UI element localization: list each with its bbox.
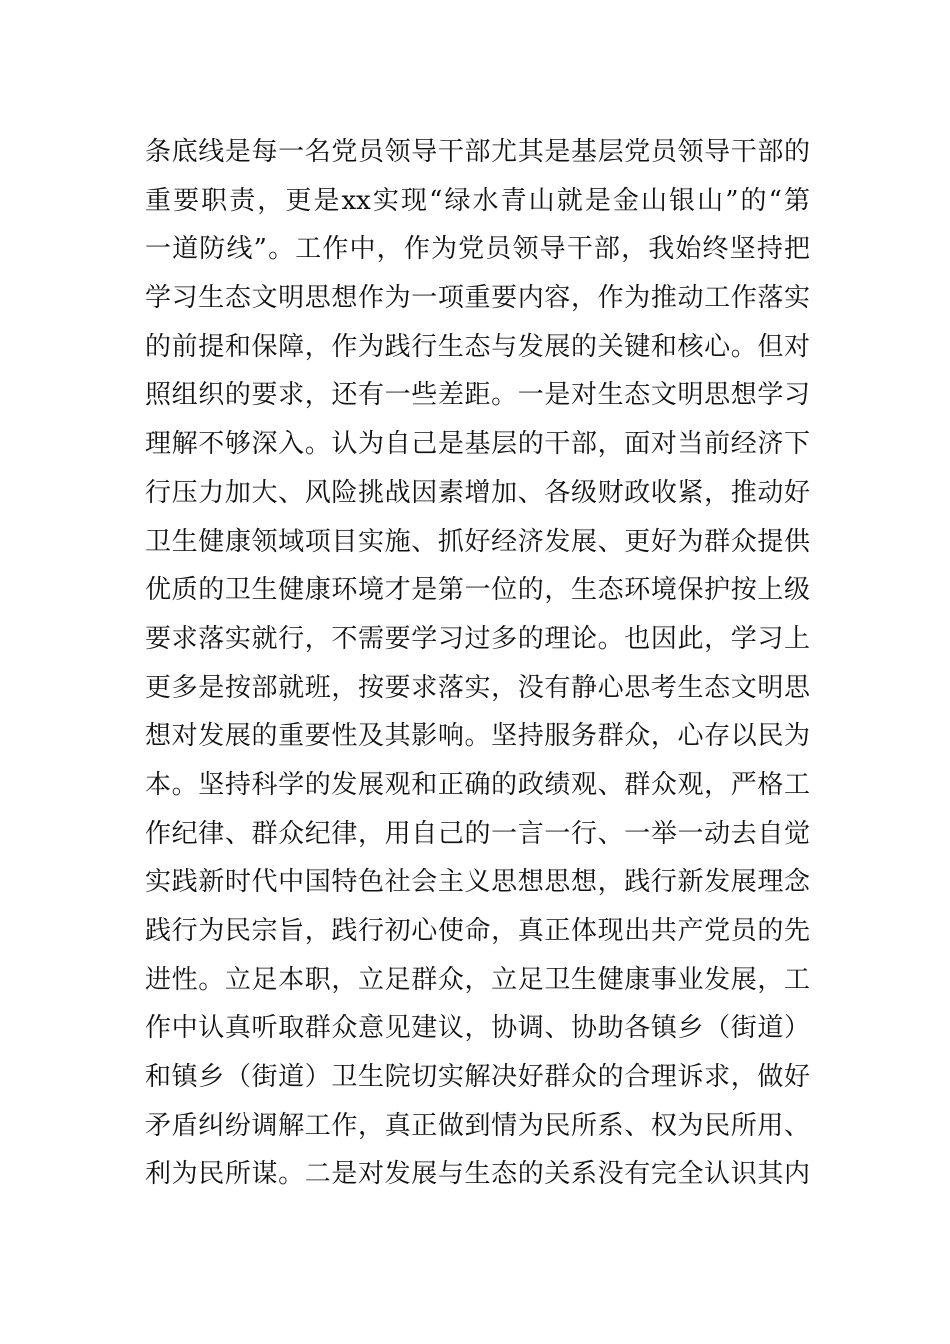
text-line: 作纪律、群众纪律，用自己的一言一行、一举一动去自觉 <box>145 818 810 849</box>
body-paragraph <box>145 132 810 1203</box>
text-line: 和镇乡（街道）卫生院切实解决好群众的合理诉求，做好 <box>145 1062 810 1093</box>
text-line: 条底线是每一名党员领导干部尤其是基层党员领导干部的 <box>145 137 810 167</box>
text-line: 践行为民宗旨，践行初心使命，真正体现出共产党员的先 <box>145 916 810 946</box>
text-line: 矛盾纠纷调解工作，真正做到情为民所系、权为民所用、 <box>145 1110 810 1141</box>
text-line: 作中认真听取群众意见建议，协调、协助各镇乡（街道） <box>145 1013 810 1044</box>
text-line: 要求落实就行，不需要学习过多的理论。也因此，学习上 <box>145 623 810 654</box>
text-line: 更多是按部就班，按要求落实，没有静心思考生态文明思 <box>145 672 810 703</box>
text-line: 本。坚持科学的发展观和正确的政绩观、群众观，严格工 <box>145 769 810 800</box>
text-line: 卫生健康领域项目实施、抓好经济发展、更好为群众提供 <box>145 526 810 557</box>
text-line: 一道防线”。工作中，作为党员领导干部，我始终坚持把 <box>145 234 810 265</box>
text-line: 进性。立足本职，立足群众，立足卫生健康事业发展，工 <box>145 964 810 995</box>
text-line: 优质的卫生健康环境才是第一位的，生态环境保护按上级 <box>145 575 810 606</box>
text-line: 实践新时代中国特色社会主义思想思想，践行新发展理念 <box>145 867 810 898</box>
text-line: 重要职责，更是xx实现“绿水青山就是金山银山”的“第 <box>145 185 810 216</box>
text-line: 的前提和保障，作为践行生态与发展的关键和核心。但对 <box>145 331 810 362</box>
text-line: 想对发展的重要性及其影响。坚持服务群众，心存以民为 <box>145 721 810 752</box>
text-line: 利为民所谋。二是对发展与生态的关系没有完全认识其内 <box>145 1159 810 1190</box>
text-line: 照组织的要求，还有一些差距。一是对生态文明思想学习 <box>145 380 810 411</box>
text-line: 理解不够深入。认为自己是基层的干部，面对当前经济下 <box>145 429 810 460</box>
text-line: 学习生态文明思想作为一项重要内容，作为推动工作落实 <box>145 283 810 314</box>
text-line: 行压力加大、风险挑战因素增加、各级财政收紧，推动好 <box>145 477 810 508</box>
